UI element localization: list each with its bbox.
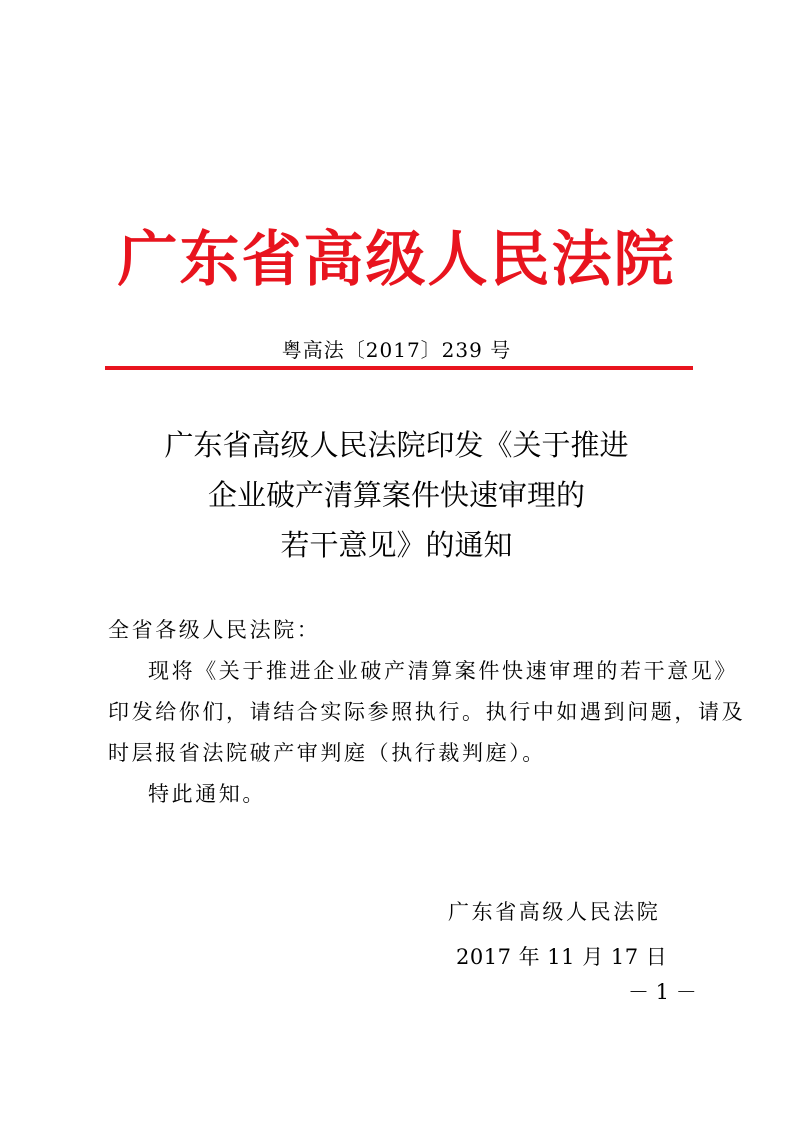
red-separator-line [105, 366, 693, 370]
page-number: － 1 － [628, 980, 697, 1004]
issuer-header: 广东省高级人民法院 [117, 225, 676, 295]
body-paragraph-line-2: 印发给你们，请结合实际参照执行。执行中如遇到问题，请及 [108, 700, 746, 724]
closing-line: 特此通知。 [148, 782, 266, 806]
salutation: 全省各级人民法院： [108, 618, 321, 642]
signatory: 广东省高级人民法院 [448, 900, 661, 924]
body-paragraph-line-1: 现将《关于推进企业破产清算案件快速审理的若干意见》 [148, 659, 738, 683]
title-line-3: 若干意见》的通知 [280, 528, 513, 562]
title-line-1: 广东省高级人民法院印发《关于推进 [164, 428, 629, 462]
document-body [108, 610, 746, 815]
title-line-2: 企业破产清算案件快速审理的 [207, 478, 585, 512]
document-title [0, 420, 793, 570]
document-number: 粤高法〔2017〕239 号 [281, 338, 512, 362]
body-paragraph-line-3: 时层报省法院破产审判庭（执行裁判庭）。 [108, 741, 546, 765]
signature-date: 2017 年 11 月 17 日 [456, 945, 668, 969]
